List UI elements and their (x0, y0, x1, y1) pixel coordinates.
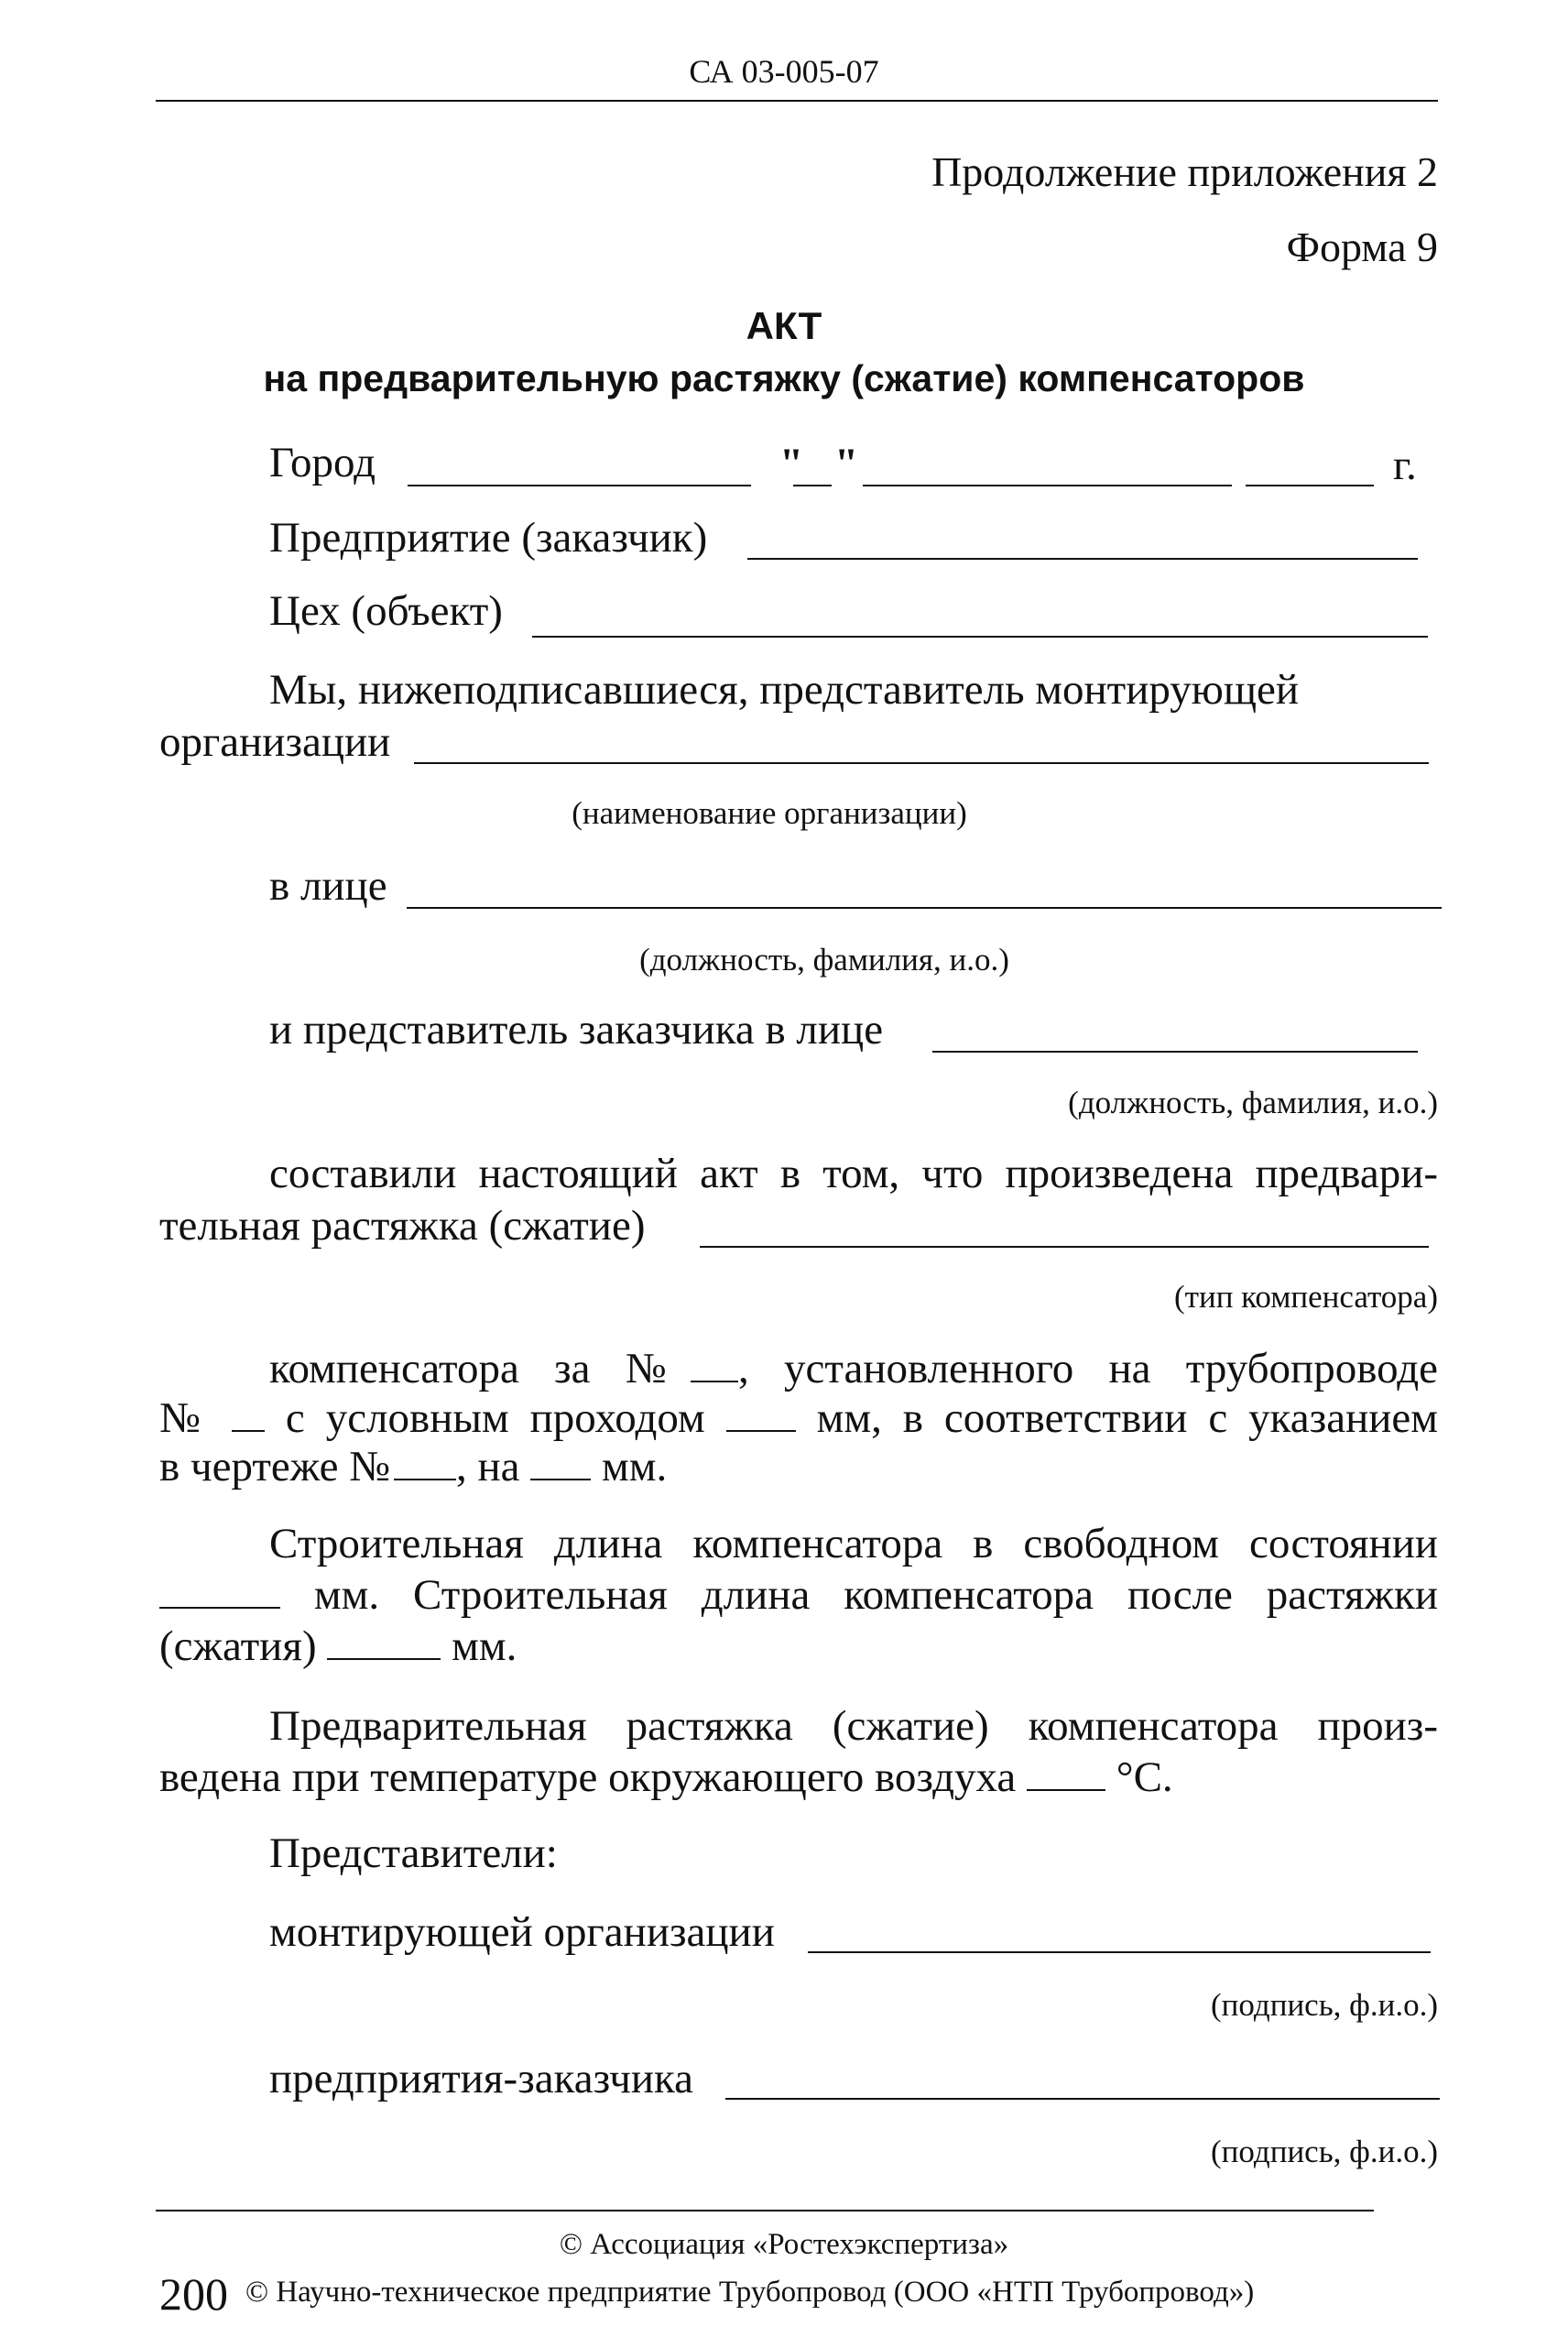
year-blank[interactable] (1246, 485, 1374, 486)
p3-line2-part-b: с условным проходом (285, 1394, 705, 1442)
paragraph-5-line-1: Предварительная растяжка (сжатие) компенсатора произ- (269, 1702, 1438, 1750)
pipeline-number-blank[interactable] (232, 1429, 265, 1432)
p3-line1-part-a: компенсатора за № (269, 1345, 691, 1392)
caption-position-1: (должность, фамилия, и.о.) (639, 942, 1009, 977)
customer-rep-blank[interactable] (932, 1051, 1418, 1053)
paragraph-1-line-2: организации (159, 718, 391, 766)
customer-signature-blank[interactable] (725, 2098, 1440, 2100)
caption-organization: (наименование организации) (572, 795, 967, 831)
p3-line1-part-b: , установленного на трубопроводе (738, 1345, 1438, 1392)
paragraph-4-line-2 (159, 1571, 1438, 1619)
paragraph-4-line-1: Строительная длина компенсатора в свободном состоянии (269, 1520, 1438, 1567)
caption-signature-2: (подпись, ф.и.о.) (1211, 2134, 1438, 2169)
caption-position-2: (должность, фамилия, и.о.) (1068, 1085, 1438, 1120)
compensator-type-blank[interactable] (700, 1246, 1429, 1248)
p3-line2-part-c: мм, в соответствии с указанием (816, 1394, 1439, 1442)
customer-enterprise-label: предприятия-заказчика (269, 2055, 694, 2102)
document-title: АКТ (746, 304, 822, 347)
date-quote-open: " (779, 440, 804, 487)
p4-line2-text: мм. Строительная длина компенсатора после растяжки (313, 1571, 1438, 1619)
appendix-continuation: Продолжение приложения 2 (931, 148, 1438, 195)
enterprise-label: Предприятие (заказчик) (269, 514, 708, 562)
person-blank[interactable] (407, 907, 1442, 909)
p5-line2-part-b: °С. (1116, 1753, 1173, 1801)
free-length-blank[interactable] (159, 1606, 280, 1609)
month-blank[interactable] (863, 485, 1232, 486)
city-blank[interactable] (408, 485, 751, 486)
representatives-heading: Представители: (269, 1829, 558, 1877)
installer-signature-blank[interactable] (808, 1951, 1431, 1953)
stretched-length-blank[interactable] (327, 1657, 441, 1660)
shop-blank[interactable] (532, 636, 1428, 638)
document-code: СА 03-005-07 (689, 53, 879, 90)
drawing-number-blank[interactable] (394, 1478, 456, 1480)
in-person-label: в лице (269, 862, 387, 910)
p3-line3-part-b: , на (456, 1443, 520, 1491)
caption-signature-1: (подпись, ф.и.о.) (1211, 1987, 1438, 2023)
caption-compensator-type: (тип компенсатора) (1174, 1279, 1438, 1315)
p3-line3-part-c: мм. (602, 1443, 668, 1491)
footer-rule (156, 2210, 1374, 2211)
paragraph-3-line-2 (159, 1394, 1439, 1442)
installer-org-label: монтирующей организации (269, 1908, 775, 1956)
p3-line2-part-a: № (159, 1394, 212, 1442)
enterprise-blank[interactable] (747, 558, 1418, 560)
p3-line3-part-a: в чертеже № (159, 1443, 391, 1491)
p4-line3-part-b: мм. (452, 1622, 517, 1670)
nominal-bore-blank[interactable] (726, 1429, 796, 1432)
stretch-amount-blank[interactable] (530, 1478, 591, 1480)
customer-rep-label: и представитель заказчика в лице (269, 1006, 884, 1054)
date-quote-close: " (834, 440, 859, 487)
year-suffix: г. (1393, 442, 1417, 489)
document-subtitle: на предварительную растяжку (сжатие) компенсаторов (263, 357, 1305, 399)
page-number: 200 (159, 2268, 228, 2320)
p5-line2-part-a: ведена при температуре окружающего воздуха (159, 1753, 1017, 1801)
city-label: Город (269, 439, 376, 486)
paragraph-2-line-2: тельная растяжка (сжатие) (159, 1202, 646, 1250)
form-number: Форма 9 (1286, 224, 1438, 270)
paragraph-3-line-1 (269, 1345, 1438, 1392)
paragraph-1-line-1: Мы, нижеподписавшиеся, представитель монтирующей (269, 666, 1300, 714)
p4-line3-part-a: (сжатия) (159, 1622, 317, 1670)
paragraph-4-line-3 (159, 1622, 517, 1670)
compensator-number-blank[interactable] (691, 1380, 738, 1382)
footer-copyright-2: © Научно-техническое предприятие Трубопровод (ООО «НТП Трубопровод») (245, 2276, 1255, 2309)
paragraph-3-line-3 (159, 1443, 668, 1491)
organization-blank[interactable] (414, 762, 1429, 764)
day-blank[interactable] (793, 485, 832, 486)
shop-label: Цех (объект) (269, 587, 503, 635)
paragraph-2-line-1: составили настоящий акт в том, что произведена предвари- (269, 1150, 1438, 1197)
header-rule (156, 100, 1438, 102)
paragraph-5-line-2 (159, 1753, 1173, 1801)
temperature-blank[interactable] (1027, 1788, 1105, 1791)
footer-copyright-1: © Ассоциация «Ростехэкспертиза» (559, 2228, 1009, 2261)
